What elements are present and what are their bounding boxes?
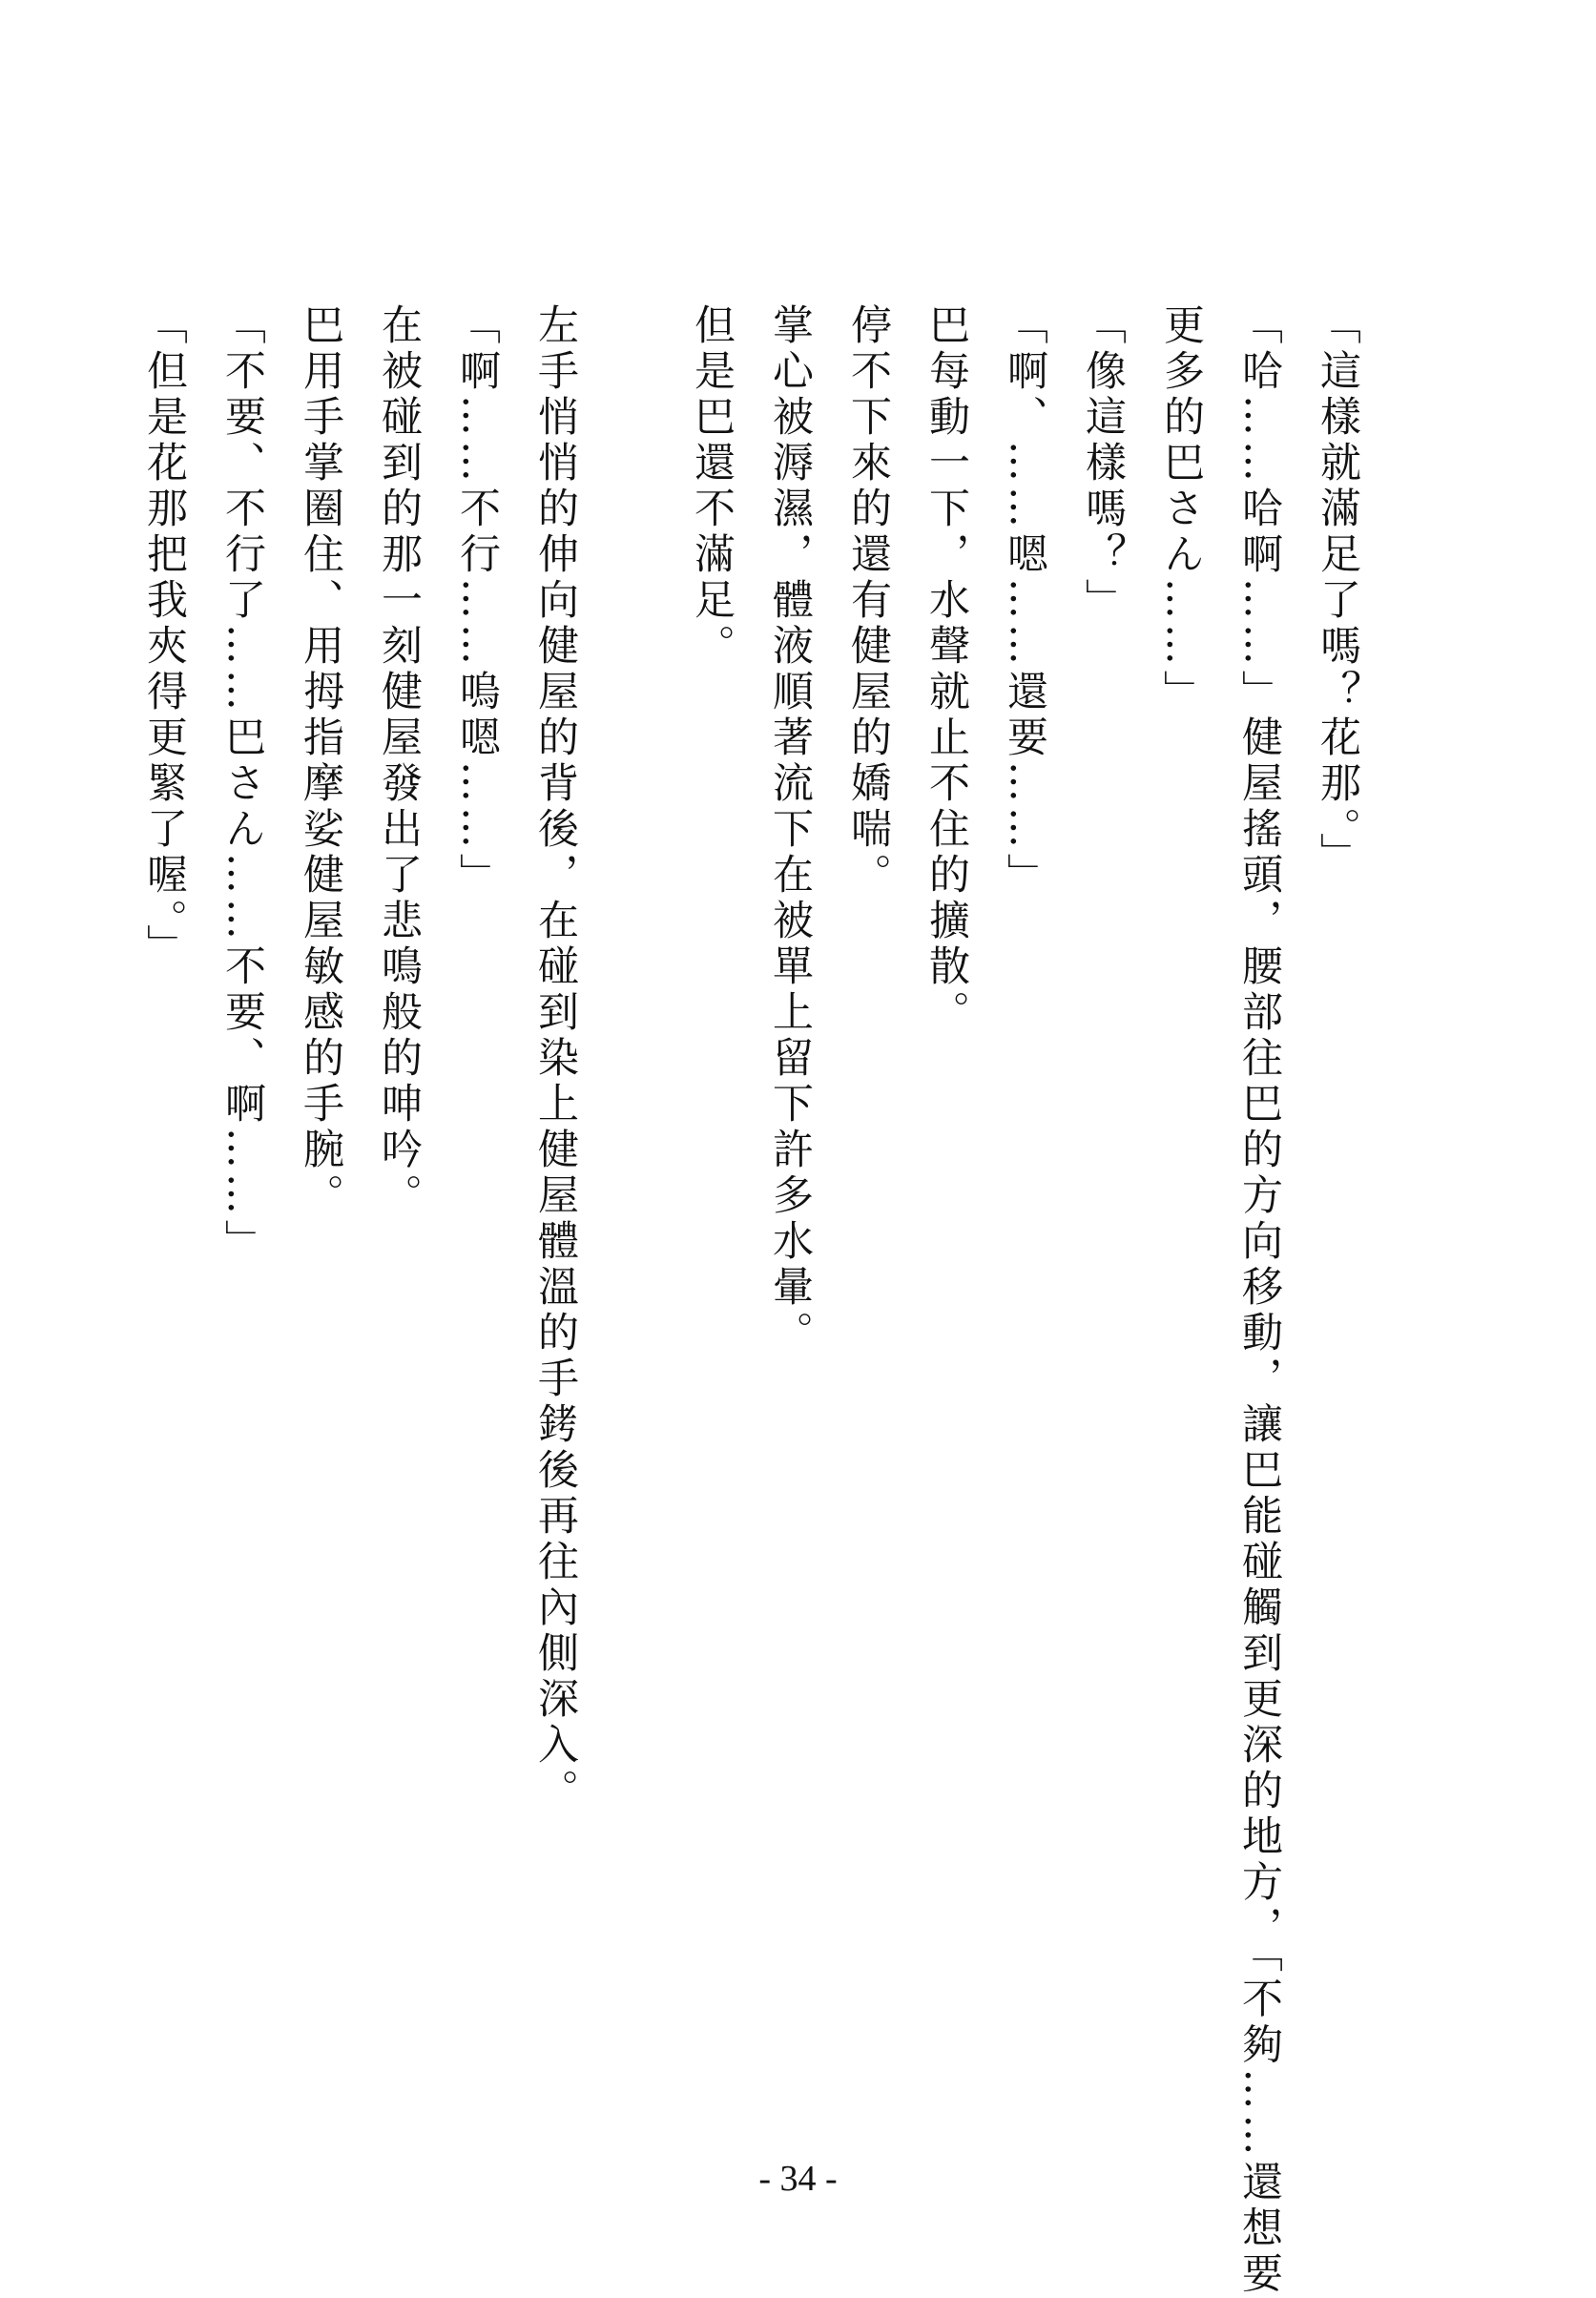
- text-line: 巴每動一下，水聲就止不住的擴散。: [922, 303, 970, 1036]
- text-line: 「這樣就滿足了嗎？花那。」: [1314, 303, 1361, 879]
- page-number: - 34 -: [758, 2159, 838, 2199]
- text-line: 「啊、……嗯……還要……」: [1001, 303, 1048, 899]
- text-line: 「哈……哈啊……」健屋搖頭，腰部往巴的方向移動，讓巴能碰觸到更深的地方，「不夠……還想要: [1235, 303, 1283, 2298]
- text-line: 但是巴還不滿足。: [688, 303, 736, 670]
- text-line: 「但是花那把我夾得更緊了喔。」: [140, 303, 188, 970]
- text-line: 「像這樣嗎？」: [1079, 303, 1127, 624]
- text-line: 掌心被溽濕，體液順著流下在被單上留下許多水暈。: [766, 303, 814, 1356]
- text-line: 更多的巴さん……」: [1157, 303, 1205, 715]
- text-line: 在被碰到的那一刻健屋發出了悲鳴般的呻吟。: [375, 303, 423, 1219]
- text-line: 左手悄悄的伸向健屋的背後，在碰到染上健屋體溫的手銬後再往內側深入。: [531, 303, 579, 1814]
- text-line: 停不下來的還有健屋的嬌喘。: [844, 303, 892, 899]
- paragraph-gap: [594, 303, 673, 1925]
- text-line: 「啊……不行……嗚嗯……」: [453, 303, 501, 899]
- text-line: 巴用手掌圈住、用拇指摩娑健屋敏感的手腕。: [297, 303, 344, 1219]
- text-line: 「不要、不行了……巴さん……不要、啊……」: [218, 303, 266, 1265]
